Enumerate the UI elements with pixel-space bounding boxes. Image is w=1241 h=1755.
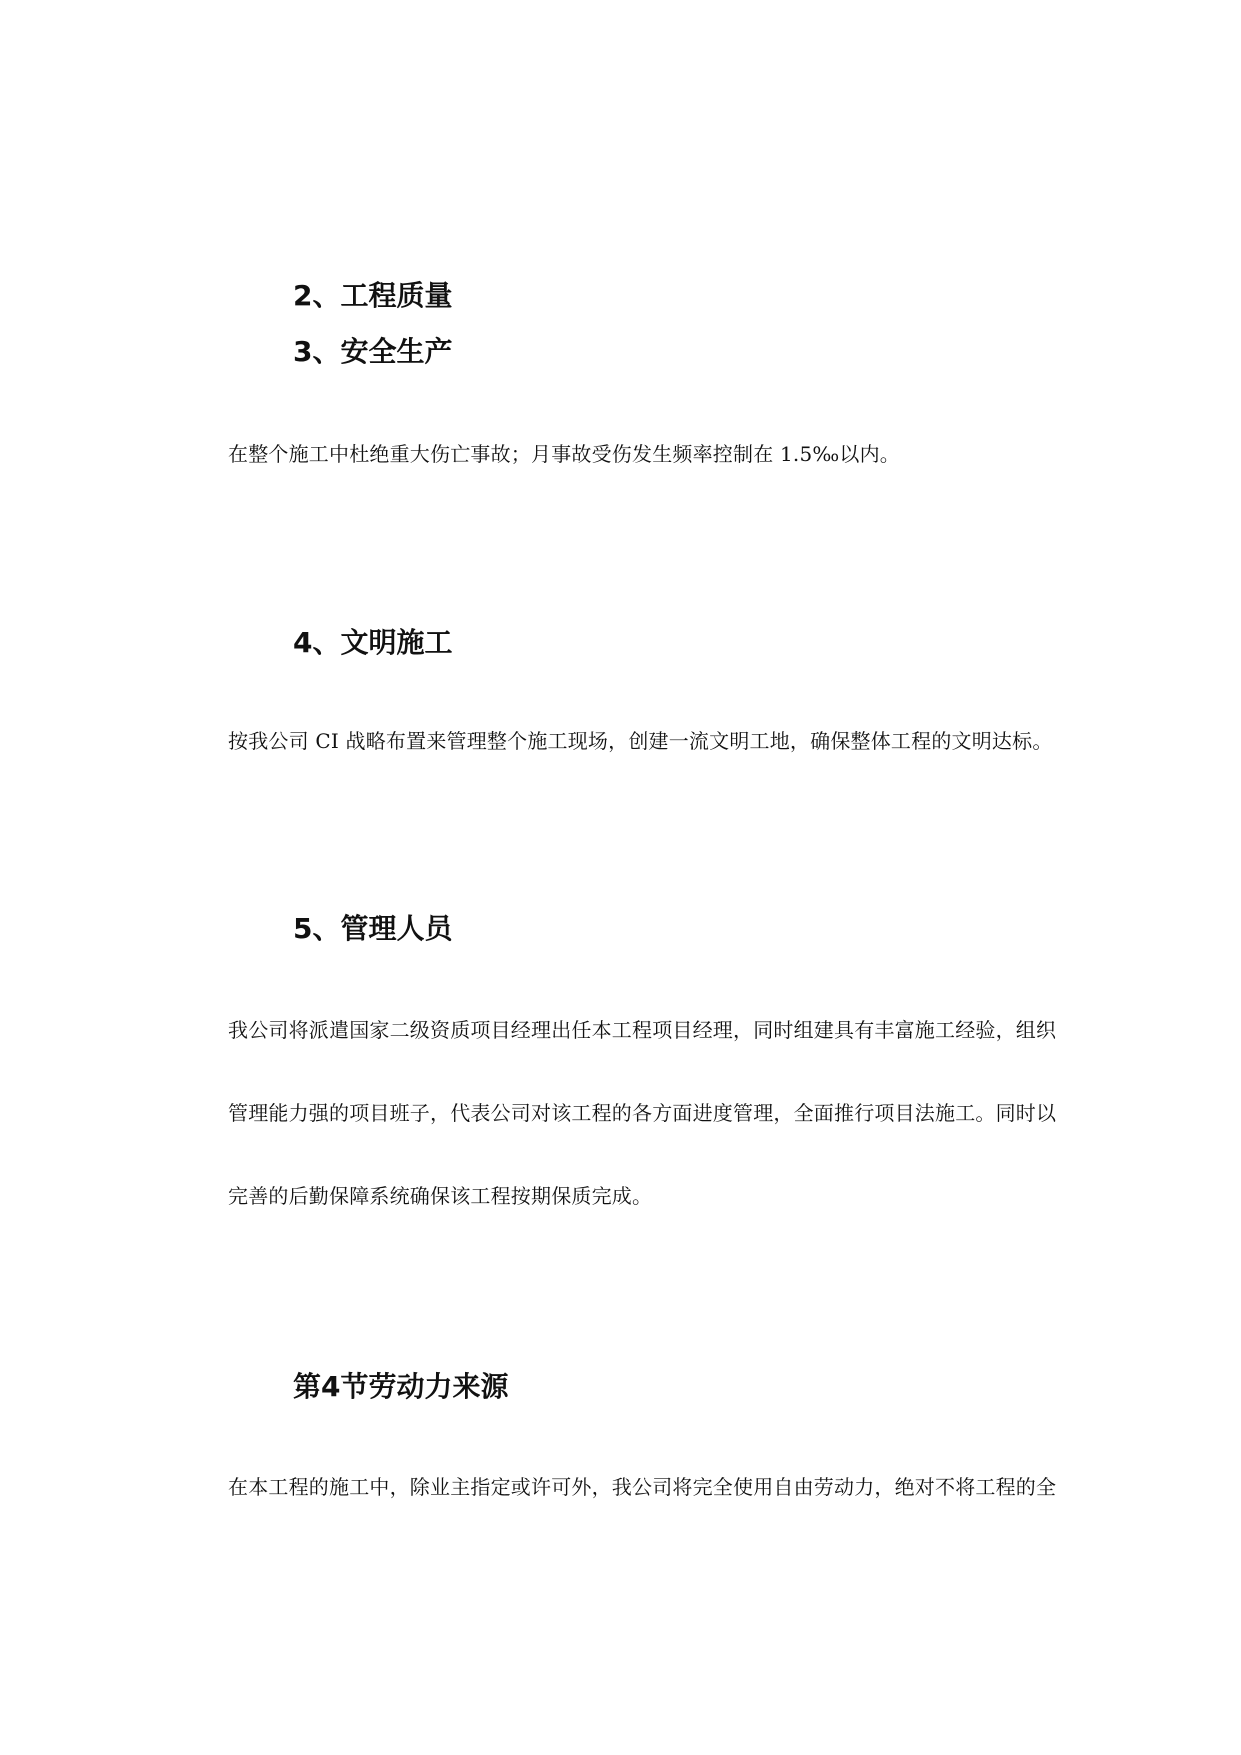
paragraph-management-line-2: 管理能力强的项目班子，代表公司对该工程的各方面进度管理，全面推行项目法施工。同时以 — [228, 1101, 1057, 1125]
heading-civilized-construction: 4、文明施工 — [293, 626, 453, 659]
paragraph-management-line-1: 我公司将派遣国家二级资质项目经理出任本工程项目经理，同时组建具有丰富施工经验，组织 — [228, 1018, 1057, 1042]
paragraph-safety: 在整个施工中杜绝重大伤亡事故；月事故受伤发生频率控制在 1.5‰以内。 — [228, 442, 900, 466]
heading-engineering-quality: 2、工程质量 — [293, 279, 453, 312]
paragraph-labor-source: 在本工程的施工中，除业主指定或许可外，我公司将完全使用自由劳动力，绝对不将工程的全 — [228, 1475, 1057, 1499]
heading-labor-source: 第4节劳动力来源 — [293, 1370, 509, 1403]
paragraph-management-line-3: 完善的后勤保障系统确保该工程按期保质完成。 — [228, 1184, 653, 1208]
heading-management-personnel: 5、管理人员 — [293, 912, 453, 945]
heading-safety-production: 3、安全生产 — [293, 335, 453, 368]
paragraph-civilized: 按我公司 CI 战略布置来管理整个施工现场，创建一流文明工地，确保整体工程的文明达标。 — [228, 729, 1053, 753]
